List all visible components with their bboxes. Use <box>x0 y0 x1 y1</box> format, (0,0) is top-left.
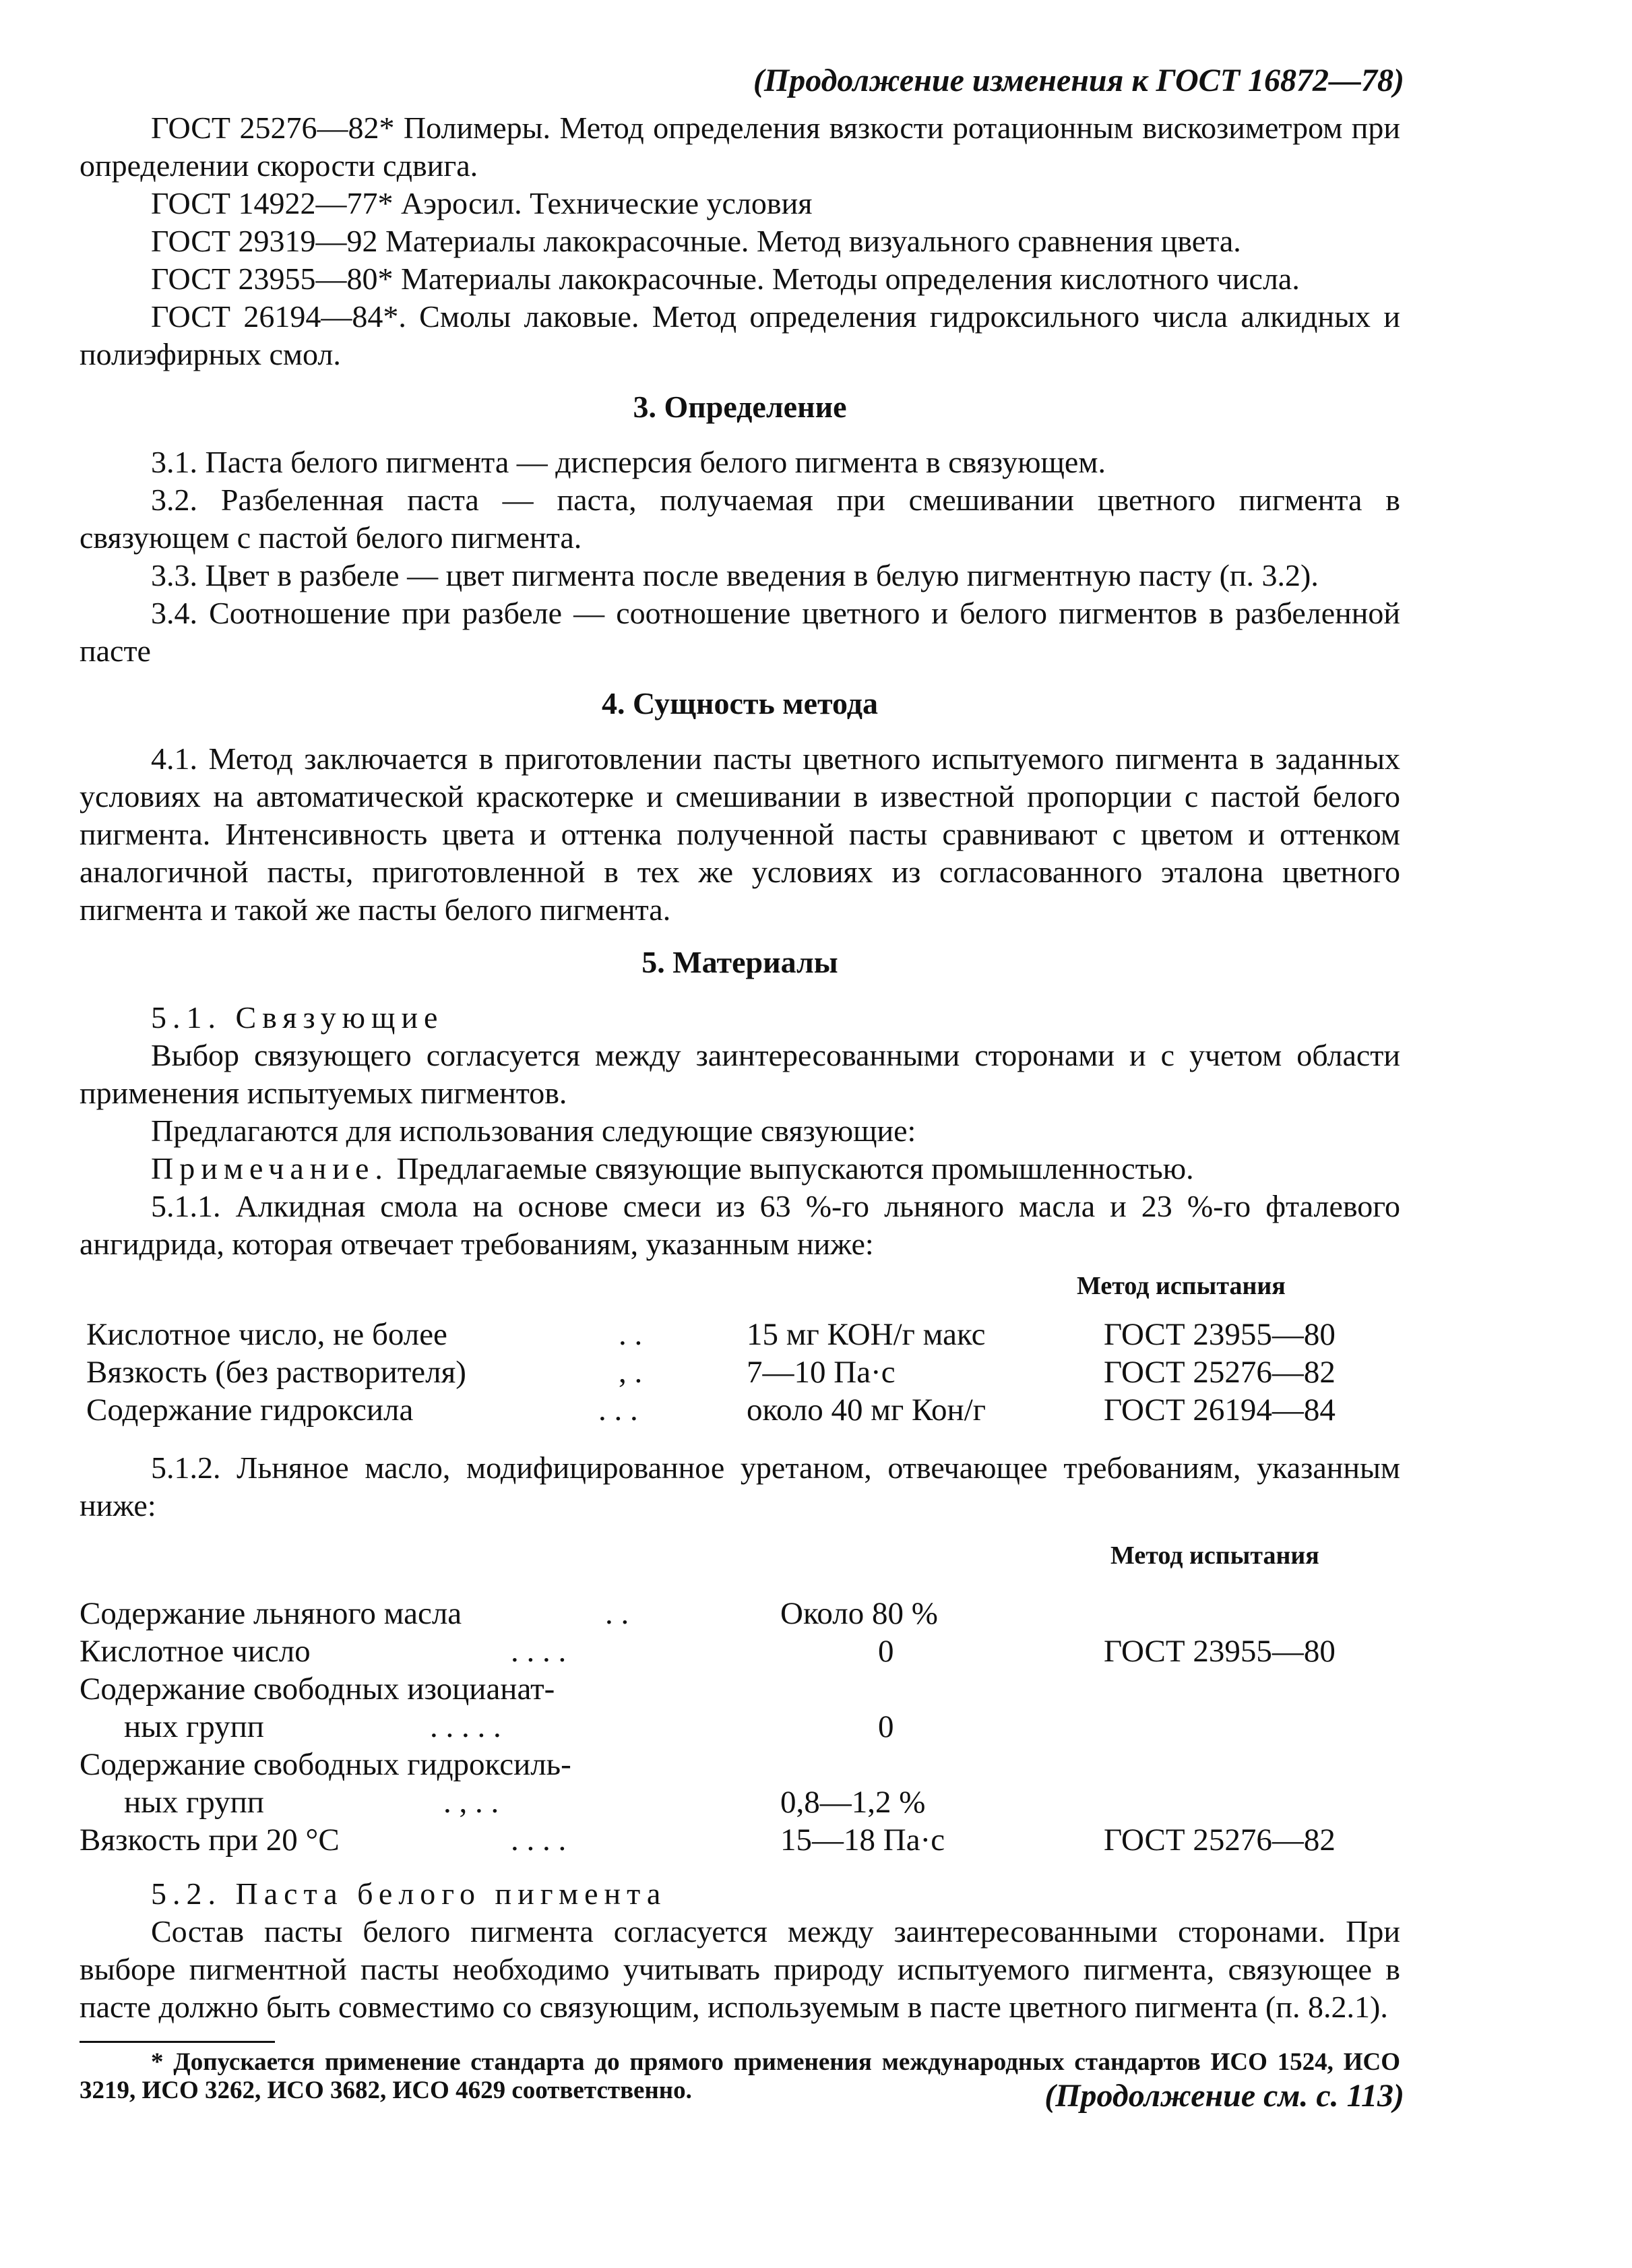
table2-cell-dots: . . . . <box>511 1634 567 1669</box>
item-5-1-1: 5.1.1. Алкидная смола на основе смеси из 63 %-го льняного масла и 23 %-го фталевого ангидрида, которая отвечает требованиям, указанным ниже: <box>80 1189 1400 1261</box>
method-header-label: Метод испытания <box>1077 1272 1286 1300</box>
item-5-1-note <box>80 1150 1400 1188</box>
table1-row <box>80 1316 1400 1353</box>
table1-cell-name: Кислотное число, не более <box>86 1317 447 1352</box>
item-5-1-title: 5.1. Связующие <box>151 1000 444 1035</box>
table2-row <box>80 1708 1400 1746</box>
item-5-1-2: 5.1.2. Льняное масло, модифицированное уретаном, отвечающее требованиям, указанным ниже: <box>80 1450 1400 1523</box>
item-5-1-proposed: Предлагаются для использования следующие связующие: <box>151 1113 916 1148</box>
note-label: Примечание. <box>151 1151 389 1186</box>
table2-cell-name: Вязкость при 20 °С <box>80 1822 340 1858</box>
table1-cell-method: ГОСТ 25276—82 <box>1104 1355 1336 1390</box>
table2 <box>80 1595 1400 1859</box>
table2-cell-name: Содержание свободных гидроксиль- <box>80 1747 571 1782</box>
table2-cell-value: Около 80 % <box>780 1596 938 1631</box>
table2-cell-name: Кислотное число <box>80 1634 311 1669</box>
table2-row <box>80 1670 1400 1708</box>
table2-cell-value: 0 <box>878 1709 894 1744</box>
table1-cell-value: 7—10 Па·с <box>747 1355 896 1390</box>
table1-cell-value: 15 мг КОН/г макс <box>747 1317 986 1352</box>
table2-cell-dots: . , . . <box>443 1785 499 1820</box>
item-5-2-title: 5.2. Паста белого пигмента <box>151 1876 667 1911</box>
table1-cell-dots: , . <box>619 1355 643 1390</box>
table2-method-header <box>80 1535 1400 1576</box>
footnote-divider <box>80 2041 275 2043</box>
table2-cell-name: Содержание свободных изоцианат- <box>80 1672 555 1707</box>
table2-row <box>80 1746 1400 1783</box>
table1-cell-value: около 40 мг Кон/г <box>747 1392 986 1428</box>
table2-cell-value: 15—18 Па·с <box>780 1822 945 1858</box>
table1 <box>80 1316 1400 1429</box>
table1-cell-method: ГОСТ 23955—80 <box>1104 1317 1336 1352</box>
footnote: * Допускается применение стандарта до прямого применения международных стандартов ИСО 1524, ИСО 3219, ИСО 3262, ИСО 3682, ИСО 4629 соответственно. <box>80 2048 1400 2104</box>
table1-cell-name: Содержание гидроксила <box>86 1392 414 1428</box>
item-3-2: 3.2. Разбеленная паста — паста, получаемая при смешивании цветного пигмента в связующем с пастой белого пигмента. <box>80 483 1400 555</box>
table2-cell-name: ных групп <box>124 1785 264 1820</box>
ref-gost-14922: ГОСТ 14922—77* Аэросил. Технические условия <box>151 186 813 220</box>
section-4-title: 4. Сущность метода <box>602 686 878 721</box>
table2-cell-dots: . . . . . <box>430 1709 501 1744</box>
method-header-label: Метод испытания <box>1110 1541 1319 1570</box>
table2-row <box>80 1783 1400 1821</box>
page-footer: (Продолжение см. с. 113) <box>1044 2078 1404 2114</box>
ref-gost-29319: ГОСТ 29319—92 Материалы лакокрасочные. Метод визуального сравнения цвета. <box>151 224 1241 258</box>
table2-cell-method: ГОСТ 23955—80 <box>1104 1634 1336 1669</box>
table2-cell-name: ных групп <box>124 1709 264 1744</box>
table1-cell-dots: . . <box>619 1317 643 1352</box>
table2-cell-method: ГОСТ 25276—82 <box>1104 1822 1336 1858</box>
item-3-3: 3.3. Цвет в разбеле — цвет пигмента после введения в белую пигментную пасту (п. 3.2). <box>151 558 1319 592</box>
item-3-4: 3.4. Соотношение при разбеле — соотношение цветного и белого пигментов в разбеленной пасте <box>80 596 1400 668</box>
ref-gost-25276: ГОСТ 25276—82* Полимеры. Метод определения вязкости ротационным вискозиметром при определении скорости сдвига. <box>80 111 1400 183</box>
document-body <box>80 109 1400 2105</box>
table1-cell-name: Вязкость (без растворителя) <box>86 1355 466 1390</box>
table1-cell-dots: . . . <box>598 1392 638 1428</box>
table2-row <box>80 1595 1400 1632</box>
item-4-1: 4.1. Метод заключается в приготовлении пасты цветного испытуемого пигмента в заданных условиях на автоматической краскотерке и смешивании в известной пропорции с пастой белого пигмента. Интенсивность цвета и оттенка полученной пасты сравнивают с цветом и оттенком аналогичной пасты, приготовленной в тех же условиях из согласованного эталона цветного пигмента и такой же пасты белого пигмента. <box>80 741 1400 927</box>
table2-cell-name: Содержание льняного масла <box>80 1596 462 1631</box>
table2-cell-value: 0,8—1,2 % <box>780 1785 926 1820</box>
item-5-1-text: Выбор связующего согласуется между заинтересованными сторонами и с учетом области применения испытуемых пигментов. <box>80 1038 1400 1110</box>
note-text: Предлагаемые связующие выпускаются промышленностью. <box>396 1151 1194 1186</box>
table1-row <box>80 1391 1400 1429</box>
table2-row <box>80 1821 1400 1859</box>
item-5-2-text: Состав пасты белого пигмента согласуется между заинтересованными сторонами. При выборе пигментной пасты необходимо учитывать природу испытуемого пигмента, связующее в пасте должно быть совместимо со связующим, используемым в пасте цветного пигмента (п. 8.2.1). <box>80 1914 1400 2024</box>
table2-cell-dots: . . <box>605 1596 629 1631</box>
table2-cell-value: 0 <box>878 1634 894 1669</box>
table2-row <box>80 1632 1400 1670</box>
table1-row <box>80 1353 1400 1391</box>
section-3-title: 3. Определение <box>633 390 847 424</box>
table2-cell-dots: . . . . <box>511 1822 567 1858</box>
ref-gost-23955: ГОСТ 23955—80* Материалы лакокрасочные. Методы определения кислотного числа. <box>151 262 1300 296</box>
table1-method-header <box>80 1266 1400 1306</box>
section-5-title: 5. Материалы <box>641 945 838 979</box>
table1-cell-method: ГОСТ 26194—84 <box>1104 1392 1336 1428</box>
ref-gost-26194: ГОСТ 26194—84*. Смолы лаковые. Метод определения гидроксильного числа алкидных и полиэфирных смол. <box>80 299 1400 371</box>
page-header: (Продолжение изменения к ГОСТ 16872—78) <box>753 63 1404 98</box>
item-3-1: 3.1. Паста белого пигмента — дисперсия белого пигмента в связующем. <box>151 445 1106 479</box>
